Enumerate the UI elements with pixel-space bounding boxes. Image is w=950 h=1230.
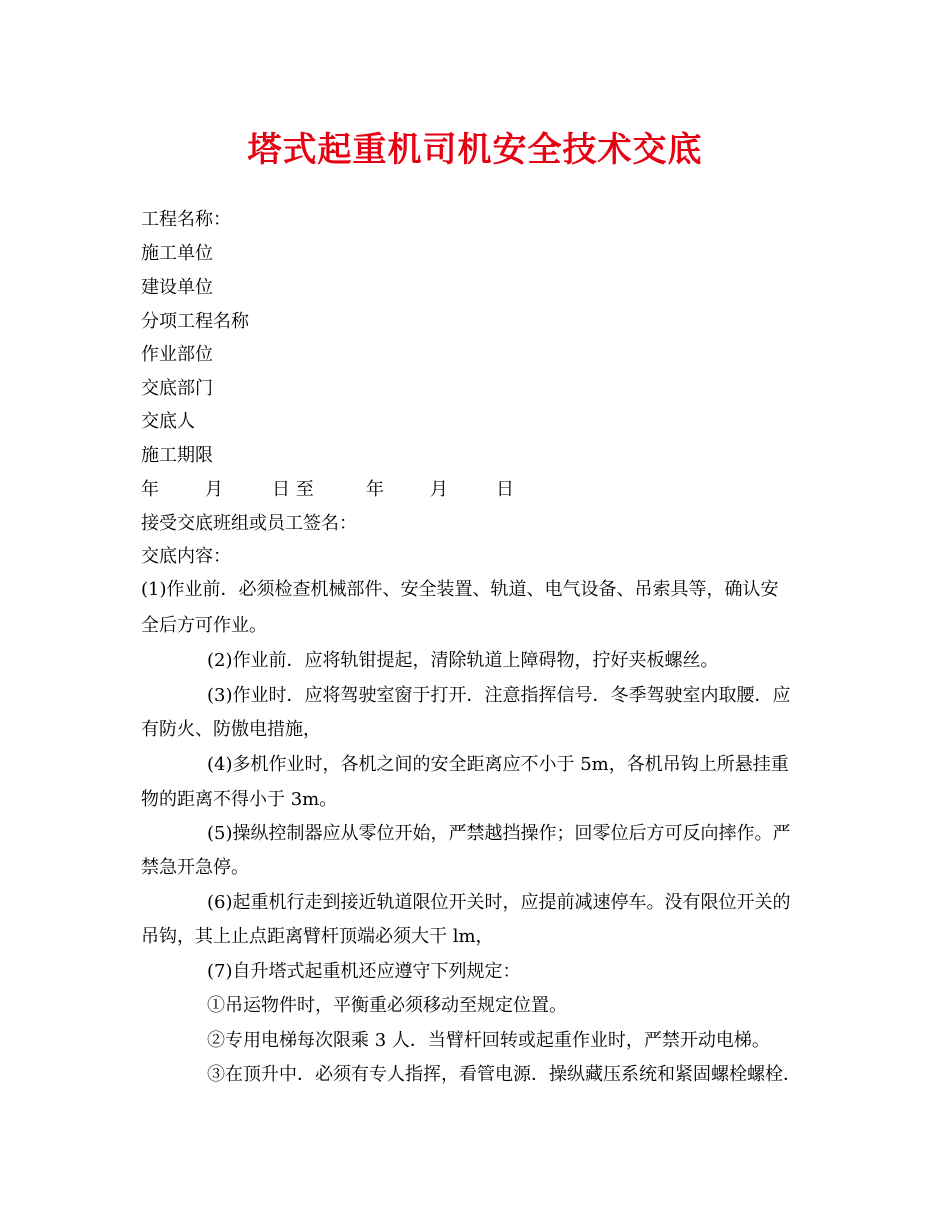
content-item-1-line-1: (1)作业前．必须检查机械部件、安全装置、轨道、电气设备、吊索具等，确认安: [141, 579, 779, 600]
field-project-name: 工程名称：: [141, 209, 231, 230]
signature-label: 接受交底班组或员工签名：: [141, 513, 357, 534]
content-item-5-line-1: (5)操纵控制器应从零位开始，严禁越挡操作；回零位后方可反向摔作。严: [207, 823, 791, 844]
field-briefing-person: 交底人: [141, 411, 195, 432]
content-item-4-line-2: 物的距离不得小于 3m。: [141, 789, 338, 810]
content-subitem-1: ①吊运物件时，平衡重必须移动至规定位置。: [207, 995, 567, 1016]
content-subitem-3: ③在顶升中．必须有专人指挥，看管电源．操纵藏压系统和紧固螺栓螺栓．: [207, 1064, 801, 1085]
content-subitem-2: ②专用电梯每次限乘 3 人．当臂杆回转或起重作业时，严禁开动电梯。: [207, 1030, 770, 1051]
content-item-4-line-1: (4)多机作业时，各机之间的安全距离应不小于 5m，各机吊钩上所悬挂重: [207, 754, 789, 775]
date-day-2: 日: [496, 479, 514, 500]
field-subproject-name: 分项工程名称: [141, 311, 249, 332]
content-item-5-line-2: 禁急开急停。: [141, 857, 249, 878]
content-item-1-line-2: 全后方可作业。: [141, 615, 267, 636]
content-item-6-line-1: (6)起重机行走到接近轨道限位开关时，应提前减速停车。没有限位开关的: [207, 892, 791, 913]
content-item-3-line-2: 有防火、防傲电措施，: [141, 719, 321, 740]
field-construction-unit: 施工单位: [141, 243, 213, 264]
date-month-2: 月: [430, 479, 448, 500]
field-briefing-department: 交底部门: [141, 378, 213, 399]
date-year-2: 年: [366, 479, 384, 500]
date-month-1: 月: [205, 479, 223, 500]
content-item-6-line-2: 吊钩，其上止点距离臂杆顶端必须大干 lm，: [141, 926, 494, 947]
field-owner-unit: 建设单位: [141, 277, 213, 298]
date-year-1: 年: [141, 479, 159, 500]
content-item-3-line-1: (3)作业时．应将驾驶室窗于打开．注意指挥信号．冬季驾驶室内取腰．应: [207, 685, 791, 706]
content-label: 交底内容：: [141, 546, 231, 567]
field-construction-period: 施工期限: [141, 445, 213, 466]
date-day-to: 日 至: [272, 479, 314, 500]
content-item-7: (7)自升塔式起重机还应遵守下列规定：: [207, 961, 521, 982]
document-title: 塔式起重机司机安全技术交底: [247, 130, 703, 170]
content-item-2: (2)作业前．应将轨钳提起，清除轨道上障碍物，拧好夹板螺丝。: [207, 650, 719, 671]
field-work-location: 作业部位: [141, 344, 213, 365]
